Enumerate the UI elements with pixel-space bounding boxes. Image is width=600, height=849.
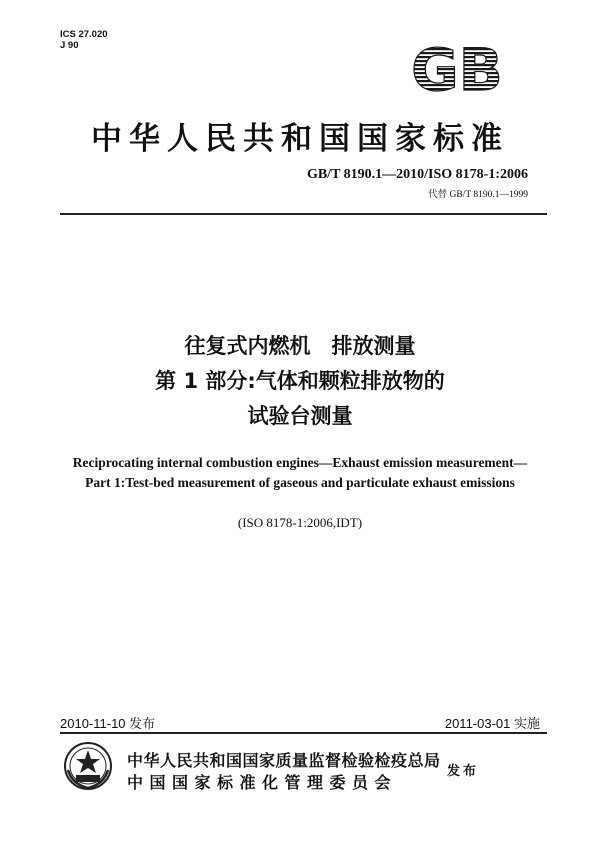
bottom-divider	[60, 732, 547, 734]
gb-logo-icon	[398, 40, 516, 98]
issuer-aqsiq: 中华人民共和国国家质量监督检验检疫总局	[127, 751, 441, 770]
english-title-line-1: Reciprocating internal combustion engines—Exhaust emission measurement—	[72, 455, 528, 470]
standard-number: GB/T 8190.1—2010/ISO 8178-1:2006	[306, 167, 528, 182]
chinese-title-line-3: 试验台测量	[247, 404, 353, 428]
iso-reference: (ISO 8178-1:2006,IDT)	[237, 515, 363, 530]
english-title-line-2: Part 1:Test-bed measurement of gaseous and particulate exhaust emissions	[85, 475, 515, 490]
top-divider	[60, 213, 547, 215]
chinese-title-line-2: 第 1 部分:气体和颗粒排放物的	[155, 369, 445, 393]
replaces-note: 代替 GB/T 8190.1—1999	[428, 190, 528, 200]
issue-date: 2010-11-10 发布	[60, 716, 156, 731]
ics-code: ICS 27.020	[60, 29, 108, 40]
gb-logo-text: GB	[411, 40, 503, 98]
national-emblem-icon	[60, 740, 116, 792]
issuer-sac: 中国国家标准化管理委员会	[127, 773, 398, 792]
publish-label: 发布	[447, 764, 480, 779]
implementation-date: 2011-03-01 实施	[444, 716, 540, 731]
classification-codes	[60, 29, 108, 51]
standard-title: 中华人民共和国国家标准	[91, 121, 509, 157]
ccs-code: J 90	[60, 40, 79, 51]
chinese-title-line-1: 往复式内燃机 排放测量	[184, 334, 416, 358]
